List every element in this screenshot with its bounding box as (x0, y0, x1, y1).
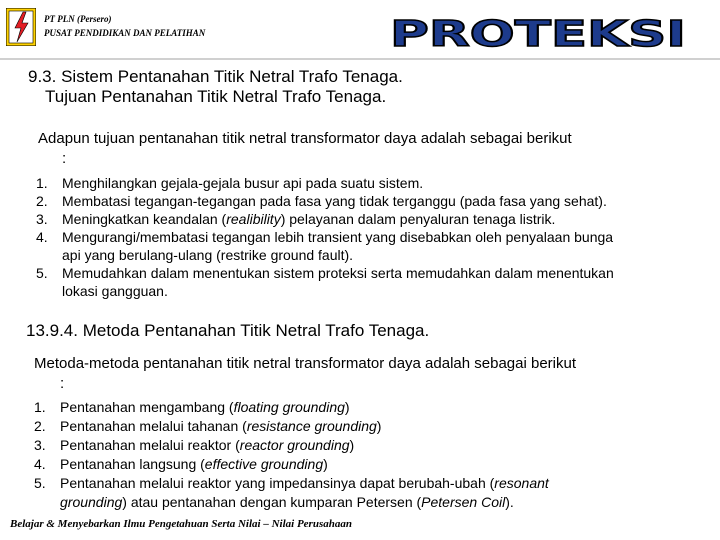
list-item: 5. Memudahkan dalam menentukan sistem proteksi serta memudahkan dalam menentukan lokasi gangguan. (36, 265, 614, 299)
list-item: 4. Mengurangi/membatasi tegangan lebih transient yang disebabkan oleh penyalaan bunga api yang berulang-ulang (restrike ground fault). (36, 229, 614, 263)
section1-intro: Adapun tujuan pentanahan titik netral transformator daya adalah sebagai berikut (38, 130, 572, 147)
list-item: 2. Membatasi tegangan-tegangan pada fasa yang tidak terganggu (pada fasa yang sehat). (36, 193, 607, 209)
organization-info (44, 12, 205, 40)
section2-intro: Metoda-metoda pentanahan titik netral transformator daya adalah sebagai berikut (34, 355, 576, 372)
list-item: 3. Pentanahan melalui reaktor (reactor grounding) (34, 437, 355, 453)
section2-intro-colon: : (60, 375, 65, 392)
footer-tagline: Belajar & Menyebarkan Ilmu Pengetahuan Serta Nilai – Nilai Perusahaan (10, 518, 352, 530)
section2-list (34, 398, 549, 512)
section1-title: 9.3. Sistem Pentanahan Titik Netral Trafo Tenaga. (28, 67, 403, 86)
proteksi-banner (388, 14, 688, 52)
list-item: 1. Menghilangkan gejala-gejala busur api pada suatu sistem. (36, 175, 424, 191)
section1-intro-colon: : (62, 150, 67, 167)
section1-list (36, 174, 614, 300)
list-item: 5. Pentanahan melalui reaktor yang impedansinya dapat berubah-ubah (resonant grounding) atau pentanahan dengan kumparan Petersen (Petersen Coil). (34, 475, 549, 510)
list-item: 2. Pentanahan melalui tahanan (resistance grounding) (34, 418, 382, 434)
banner-text: PROTEKSI (390, 14, 686, 52)
list-item: 4. Pentanahan langsung (effective grounding) (34, 456, 328, 472)
header-divider (0, 58, 720, 60)
division-name: PUSAT PENDIDIKAN DAN PELATIHAN (44, 28, 206, 38)
company-name: PT PLN (Persero) (44, 14, 112, 24)
section2-title: 13.9.4. Metoda Pentanahan Titik Netral Trafo Tenaga. (26, 321, 430, 340)
list-item: 1. Pentanahan mengambang (floating grounding) (34, 399, 350, 415)
slide-header (0, 0, 720, 60)
pln-lightning-logo-icon (6, 8, 36, 46)
section1-subtitle: Tujuan Pentanahan Titik Netral Trafo Tenaga. (45, 87, 387, 106)
list-item: 3. Meningkatkan keandalan (realibility) pelayanan dalam penyaluran tenaga listrik. (36, 211, 556, 227)
